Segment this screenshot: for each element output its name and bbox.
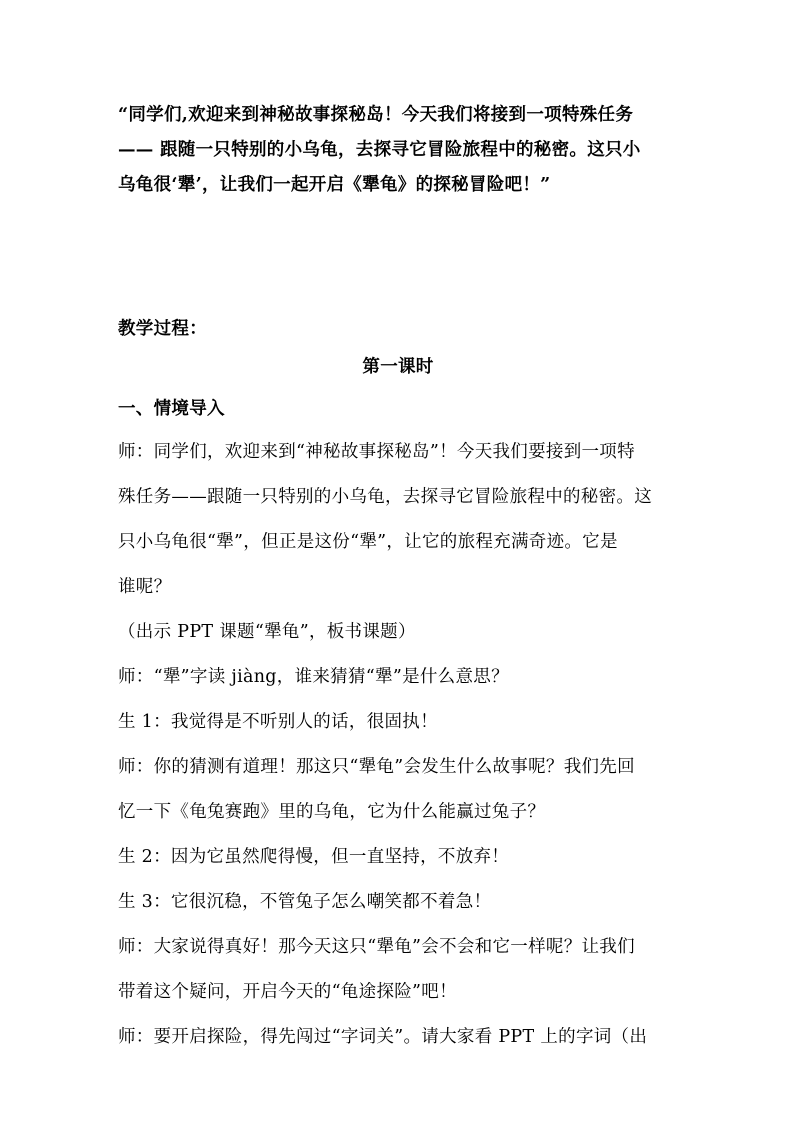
body-line: 师：同学们，欢迎来到“神秘故事探秘岛”！今天我们要接到一项特 <box>118 442 635 462</box>
body-line: 谁呢？ <box>118 577 172 597</box>
section-label: 教学过程： <box>118 319 207 339</box>
body-text <box>118 430 678 1060</box>
lesson-title-block <box>118 350 678 385</box>
part-heading-block <box>118 392 678 427</box>
body-line: 殊任务——跟随一只特别的小乌龟，去探寻它冒险旅程中的秘密。这 <box>118 487 652 507</box>
section-label-block <box>118 312 678 347</box>
lesson-title: 第一课时 <box>362 357 434 377</box>
body-line: 忆一下《龟兔赛跑》里的乌龟，它为什么能赢过兔子？ <box>118 802 546 822</box>
intro-line-1: “同学们,欢迎来到神秘故事探秘岛！今天我们将接到一项特殊任务 <box>118 105 634 125</box>
body-line: 只小乌龟很“犟”，但正是这份“犟”，让它的旅程充满奇迹。它是 <box>118 532 618 552</box>
body-line: 生 1：我觉得是不听别人的话，很固执！ <box>118 712 438 732</box>
part-heading: 一、情境导入 <box>118 399 225 419</box>
intro-line-3: 乌龟很‘犟’，让我们一起开启《犟龟》的探秘冒险吧！” <box>118 175 551 195</box>
intro-line-2: —— 跟随一只特别的小乌龟，去探寻它冒险旅程中的秘密。这只小 <box>118 140 641 160</box>
body-line: 带着这个疑问，开启今天的“龟途探险”吧！ <box>118 982 457 1002</box>
body-line: （出示 PPT 课题“犟龟”，板书课题） <box>118 622 416 642</box>
body-line: 生 2：因为它虽然爬得慢，但一直坚持，不放弃！ <box>118 847 510 867</box>
body-line: 师：你的猜测有道理！那这只“犟龟”会发生什么故事呢？我们先回 <box>118 757 635 777</box>
body-line: 师：要开启探险，得先闯过“字词关”。请大家看 PPT 上的字词（出 <box>118 1027 648 1047</box>
body-line: 师：“犟”字读 jiàng，谁来猜猜“犟”是什么意思？ <box>118 667 509 687</box>
body-line: 生 3：它很沉稳，不管兔子怎么嘲笑都不着急！ <box>118 892 492 912</box>
intro-quote <box>118 98 678 203</box>
body-line: 师：大家说得真好！那今天这只“犟龟”会不会和它一样呢？让我们 <box>118 937 635 957</box>
